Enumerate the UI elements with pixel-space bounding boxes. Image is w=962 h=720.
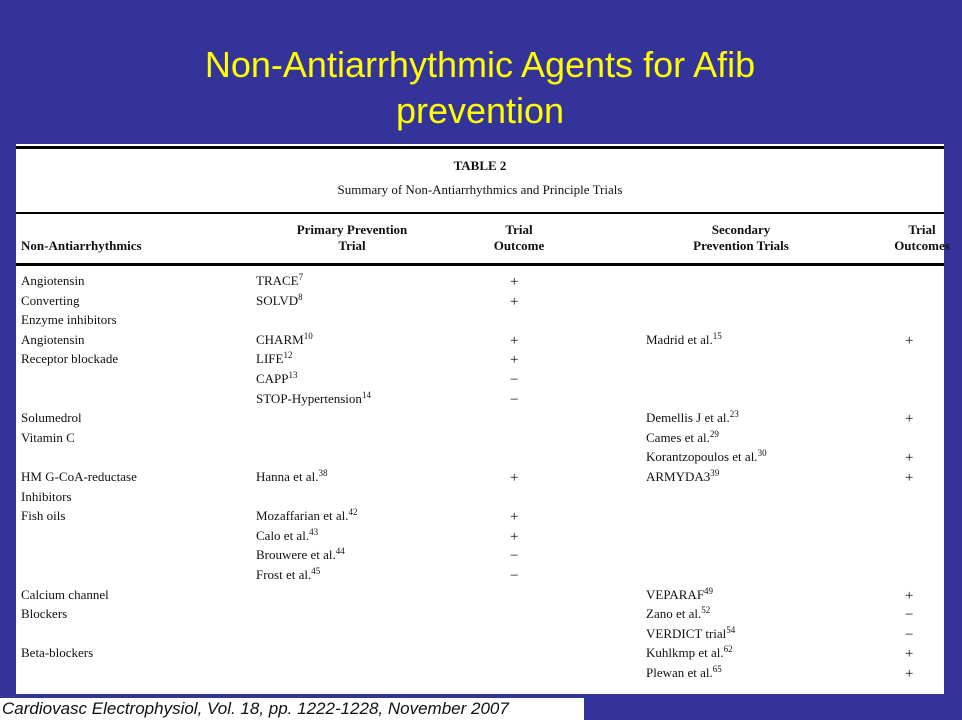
primary-outcome-cell: − <box>510 548 519 565</box>
header-bottom-rule <box>16 263 944 266</box>
agent-cell: Calcium channel <box>21 586 109 602</box>
table-name: TABLE 2 <box>453 158 507 173</box>
primary-outcome-cell: − <box>510 372 519 388</box>
slide-title-line-2: prevention <box>395 90 565 131</box>
slide-title <box>0 42 960 134</box>
header-top-rule <box>16 212 944 214</box>
table-panel <box>16 144 950 694</box>
primary-outcome-cell: + <box>510 509 519 526</box>
primary-outcome-cell: + <box>510 352 519 369</box>
reference-number: 49 <box>704 585 714 596</box>
column-header-secondary-outcome: Trial Outcomes <box>894 222 950 253</box>
secondary-outcome-cell: + <box>905 587 914 604</box>
primary-outcome-cell: + <box>510 332 519 349</box>
secondary-trial-cell: Korantzopoulos et al.$^{30}$ <box>646 448 767 465</box>
primary-trial-cell: Frost et al.$^{45}$ <box>256 566 321 582</box>
primary-trial-cell: SOLVD$^8$ <box>256 291 303 308</box>
reference-number: 30 <box>757 448 767 459</box>
reference-number: 12 <box>283 350 293 361</box>
primary-trial-cell: STOP-Hypertension$^{14}$ <box>256 389 371 406</box>
primary-outcome-cell: + <box>510 528 519 545</box>
primary-trial-cell: Mozaffarian et al.$^{42}$ <box>256 507 358 524</box>
column-header-primary: Primary Prevention Trial <box>296 222 408 253</box>
reference-number: 54 <box>726 624 736 635</box>
reference-number: 52 <box>701 605 711 616</box>
primary-trial-cell: Hanna et al.$^{38}$ <box>256 468 328 484</box>
reference-number: 15 <box>712 330 722 341</box>
journal-citation: Cardiovasc Electrophysiol, Vol. 18, pp. 1222-1228, November 2007 <box>0 698 584 720</box>
primary-outcome-cell: + <box>510 293 519 310</box>
secondary-outcome-cell: − <box>905 607 914 624</box>
agent-cell: Solumedrol <box>21 410 82 426</box>
secondary-outcome-cell: − <box>905 626 914 643</box>
secondary-trial-cell: VERDICT trial$^{54}$ <box>646 624 736 641</box>
reference-number: 23 <box>729 409 739 420</box>
secondary-trial-cell: Plewan et al.$^{65}$ <box>646 664 722 680</box>
primary-trial-cell: CAPP$^{13}$ <box>256 370 298 386</box>
secondary-outcome-cell: + <box>905 332 914 349</box>
primary-outcome-cell: − <box>510 391 519 408</box>
primary-outcome-cell: + <box>510 274 519 290</box>
primary-outcome-cell: + <box>510 470 519 486</box>
reference-number: 29 <box>709 428 719 439</box>
primary-trial-cell: Calo et al.$^{43}$ <box>256 526 319 543</box>
agent-cell: HM G-CoA-reductase <box>21 469 137 484</box>
agent-cell: Angiotensin <box>21 273 85 288</box>
primary-trial-cell: CHARM$^{10}$ <box>256 330 313 347</box>
agent-cell: Converting <box>21 292 80 308</box>
reference-number: 38 <box>318 468 328 478</box>
reference-number: 39 <box>710 468 720 478</box>
reference-number: 45 <box>311 566 321 576</box>
agent-cell: Inhibitors <box>21 488 72 504</box>
table-top-rule <box>16 146 944 149</box>
reference-number: 13 <box>288 370 298 380</box>
primary-outcome-cell: − <box>510 568 519 584</box>
reference-number: 8 <box>298 291 303 302</box>
agent-cell: Beta-blockers <box>21 645 94 661</box>
reference-number: 10 <box>303 330 313 341</box>
primary-trial-cell: LIFE$^{12}$ <box>256 350 293 367</box>
secondary-trial-cell: Zano et al.$^{52}$ <box>646 605 711 622</box>
table-caption: Summary of Non-Antiarrhythmics and Principle Trials <box>337 182 623 197</box>
secondary-trial-cell: Cames et al.$^{29}$ <box>646 428 719 445</box>
reference-number: 65 <box>712 664 722 674</box>
agent-cell: Enzyme inhibitors <box>21 312 117 328</box>
agent-cell: Angiotensin <box>21 331 85 347</box>
agent-cell: Fish oils <box>21 508 66 524</box>
column-header-secondary: Secondary Prevention Trials <box>693 222 789 253</box>
reference-number: 44 <box>335 546 345 557</box>
secondary-trial-cell: Demellis J et al.$^{23}$ <box>646 409 739 426</box>
reference-number: 7 <box>298 272 304 282</box>
agent-cell: Vitamin C <box>21 429 75 445</box>
reference-number: 62 <box>723 644 733 655</box>
secondary-outcome-cell: + <box>905 411 914 428</box>
secondary-outcome-cell: + <box>905 646 914 663</box>
column-header-primary-outcome: Trial Outcome <box>493 222 545 253</box>
primary-trial-cell: Brouwere et al.$^{44}$ <box>256 546 345 563</box>
reference-number: 43 <box>309 526 319 537</box>
secondary-outcome-cell: + <box>905 450 914 467</box>
reference-number: 14 <box>361 389 371 400</box>
column-header-agent: Non-Antiarrhythmics <box>21 238 142 253</box>
agent-cell: Blockers <box>21 606 68 622</box>
agent-cell: Receptor blockade <box>21 351 119 367</box>
secondary-outcome-cell: + <box>905 666 914 682</box>
secondary-trial-cell: $ARMYDA3^{39}$ <box>646 468 720 484</box>
primary-trial-cell: TRACE$^7$ <box>256 272 304 288</box>
reference-number: 42 <box>348 507 358 518</box>
secondary-outcome-cell: + <box>905 470 914 486</box>
secondary-trial-cell: VEPARAF$^{49}$ <box>646 585 714 602</box>
secondary-trial-cell: Kuhlkmp et al.$^{62}$ <box>646 644 733 661</box>
slide-title-line-1: Non-Antiarrhythmic Agents for Afib <box>204 44 756 85</box>
secondary-trial-cell: Madrid et al.$^{15}$ <box>646 330 722 347</box>
